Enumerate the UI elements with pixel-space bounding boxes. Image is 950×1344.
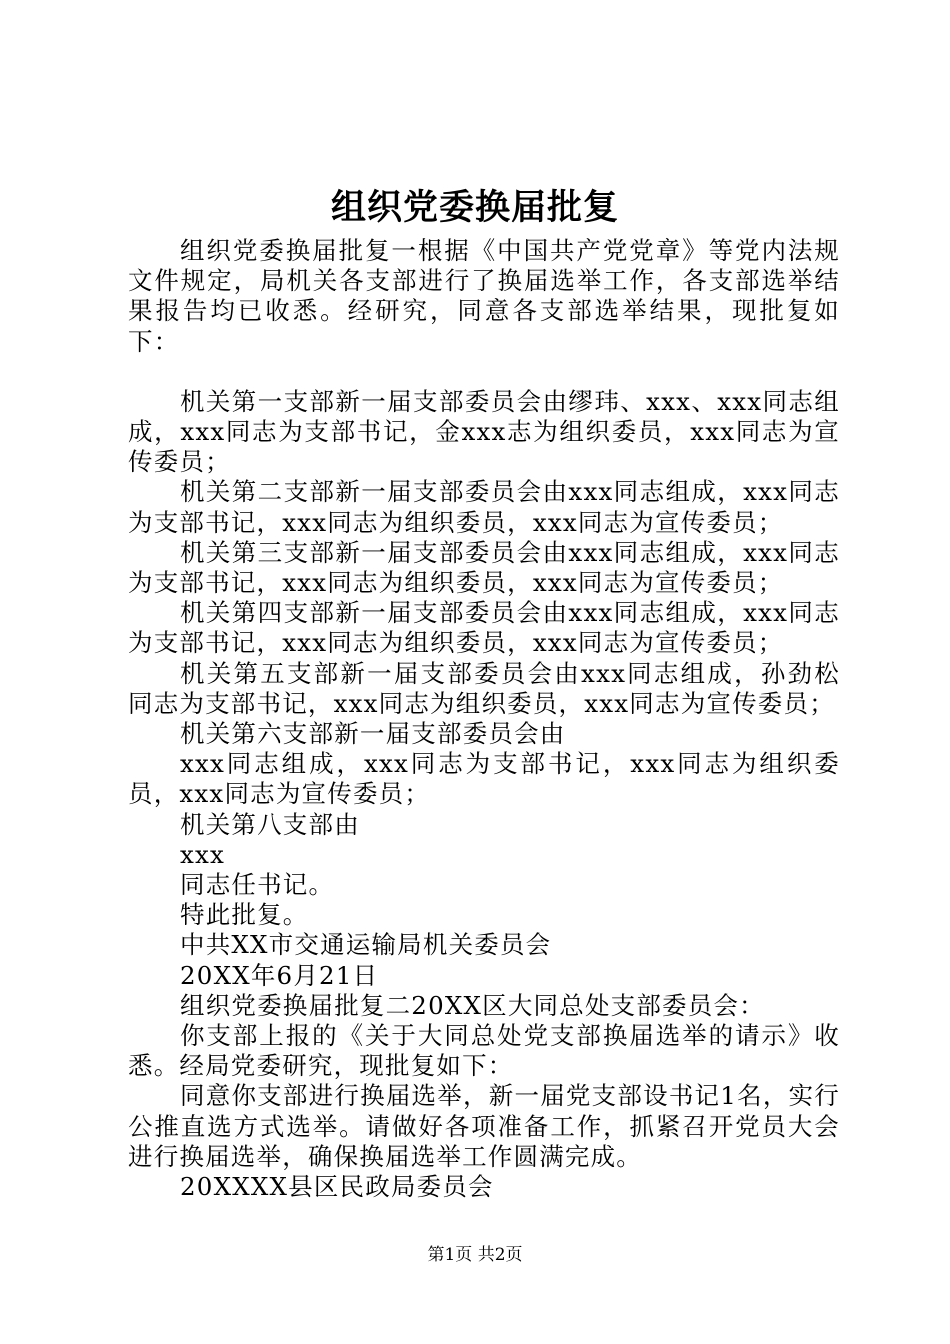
closing-line: 特此批复。 bbox=[180, 900, 309, 930]
branch-4-paragraph: 机关第四支部新一届支部委员会由xxx同志组成，xxx同志为支部书记，xxx同志为组织委员，xxx同志为宣传委员； bbox=[128, 598, 840, 658]
second-reply-heading: 组织党委换届批复二20XX区大同总处支部委员会： bbox=[180, 990, 765, 1020]
branch-5-paragraph: 机关第五支部新一届支部委员会由xxx同志组成，孙劲松同志为支部书记，xxx同志为组织委员，xxx同志为宣传委员； bbox=[128, 658, 840, 718]
issuer-line: 中共XX市交通运输局机关委员会 bbox=[180, 930, 552, 960]
paragraph-spacer bbox=[128, 357, 840, 387]
branch-6-paragraph: xxx同志组成，xxx同志为支部书记，xxx同志为组织委员，xxx同志为宣传委员； bbox=[128, 749, 840, 809]
page-footer: 第1页 共2页 bbox=[427, 1245, 523, 1265]
branch-3-paragraph: 机关第三支部新一届支部委员会由xxx同志组成，xxx同志为支部书记，xxx同志为组织委员，xxx同志为宣传委员； bbox=[128, 537, 840, 598]
second-issuer-line: 20XXXX县区民政局委员会 bbox=[180, 1172, 494, 1202]
branch-8-line: 机关第八支部由 bbox=[180, 809, 360, 839]
branch-8-role-line: 同志任书记。 bbox=[180, 870, 335, 900]
intro-paragraph: 组织党委换届批复一根据《中国共产党党章》等党内法规文件规定，局机关各支部进行了换届选举工作，各支部选举结果报告均已收悉。经研究，同意各支部选举结果，现批复如下： bbox=[128, 236, 840, 356]
branch-1-paragraph: 机关第一支部新一届支部委员会由缪玮、xxx、xxx同志组成，xxx同志为支部书记，金xxx志为组织委员，xxx同志为宣传委员； bbox=[128, 386, 840, 477]
branch-2-paragraph: 机关第二支部新一届支部委员会由xxx同志组成，xxx同志为支部书记，xxx同志为组织委员，xxx同志为宣传委员； bbox=[128, 477, 840, 537]
document-body bbox=[128, 236, 840, 1202]
date-line: 20XX年6月21日 bbox=[180, 960, 379, 990]
second-reply-paragraph: 你支部上报的《关于大同总处党支部换届选举的请示》收悉。经局党委研究，现批复如下： bbox=[128, 1021, 840, 1081]
document-title: 组织党委换届批复 bbox=[330, 187, 619, 228]
branch-6-line: 机关第六支部新一届支部委员会由 bbox=[180, 719, 566, 749]
branch-8-name-line: xxx bbox=[180, 839, 226, 869]
second-reply-approval: 同意你支部进行换届选举，新一届党支部设书记1名，实行公推直选方式选举。请做好各项准备工作，抓紧召开党员大会进行换届选举，确保换届选举工作圆满完成。 bbox=[128, 1081, 840, 1171]
